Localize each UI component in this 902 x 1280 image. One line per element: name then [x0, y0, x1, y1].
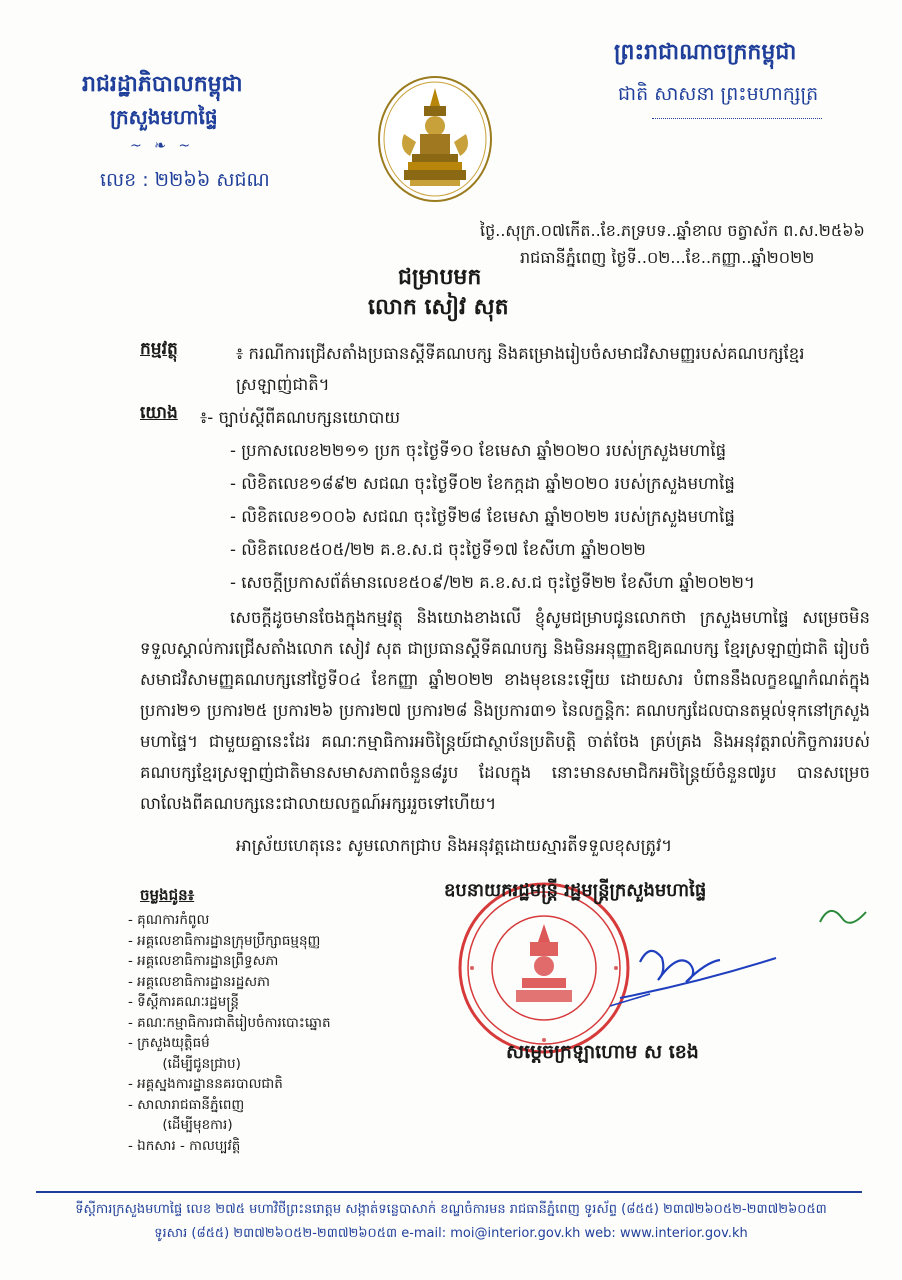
signatory-title: ឧបនាយករដ្ឋមន្ត្រី រដ្ឋមន្ត្រីក្រសួងមហាផ្ទៃ [444, 880, 707, 901]
cc-item: - គណៈកម្មាធិការជាតិរៀបចំការបោះឆ្នោត [128, 1014, 331, 1031]
reference-number: លេខ : ២២៦៦ សជណ [100, 169, 270, 191]
cc-item: - អគ្គលេខាធិការដ្ឋានក្រុមប្រឹក្សាធម្មនុញ្ញ [128, 932, 321, 949]
cc-item: - សាលារាជធានីភ្នំពេញ [128, 1096, 245, 1113]
header-divider [652, 118, 822, 119]
closing-line: អាស្រ័យហេតុនេះ សូមលោកជ្រាប និងអនុវត្តដោយស្មារតីទទួលខុសត្រូវ។ [236, 836, 673, 855]
signatory-name: សម្ដេចក្រឡាហោម ស ខេង [506, 1041, 699, 1063]
reference-item: - លិខិតលេខ៥០៥/២២ គ.ខ.ស.ជ ចុះថ្ងៃទី១៧ ខែសីហា ឆ្នាំ២០២២ [230, 540, 646, 559]
government-name: រាជរដ្ឋាភិបាលកម្ពុជា [82, 72, 243, 97]
cc-item: - ក្រសួងយុត្តិធម៌ [128, 1035, 210, 1051]
subject-label: កម្មវត្ថុ [140, 339, 178, 359]
header-ornament: ~ ❧ ~ [130, 138, 195, 154]
cc-item: - អគ្គលេខាធិការដ្ឋានរដ្ឋសភា [128, 973, 270, 990]
body-text: សេចក្ដីដូចមានចែងក្នុងកម្មវត្ថុ និងយោងខាងលើ ខ្ញុំសូមជម្រាបជូនលោកថា ក្រសួងមហាផ្ទៃ សម្រេចមិនទទួលស្គាល់ការជ្រើសតាំងលោក សៀវ សុត ជាប្រធានស្ដីទីគណបក្ស និងមិនអនុញ្ញាតឱ្យគណបក្ស ខ្មែរស្រឡាញ់ជាតិ រៀបចំសមាជវិសាមញ្ញគណបក្សនៅថ្ងៃទី០៤ ខែកញ្ញា ឆ្នាំ២០២២ ខាងមុខនេះឡើយ ដោយសារ បំពាននឹងលក្ខខណ្ឌកំណត់ក្នុងប្រការ២១ ប្រការ២៥ ប្រការ២៦ ប្រការ២៧ ប្រការ២៨ និងប្រការ៣១ នៃលក្ខន្តិកៈ គណបក្សដែលបានតម្កល់ទុកនៅក្រសួងមហាផ្ទៃ។ ជាមួយគ្នានេះដែរ គណៈកម្មាធិការអចិន្ត្រៃយ៍ជាស្ថាប័នប្រតិបត្តិ ចាត់ចែង គ្រប់គ្រង និងអនុវត្តរាល់កិច្ចការរបស់គណបក្សខ្មែរស្រឡាញ់ជាតិមានសមាសភាពចំនួន៨រូប ដែលក្នុង នោះមានសមាជិកអចិន្ត្រៃយ៍ចំនួន៧រូប បានសម្រេចលាលែងពីគណបក្សនេះជាលាយលក្ខណ៍អក្សររួចទៅហើយ។ [140, 608, 870, 813]
cc-item: - ទីស្ដីការគណៈរដ្ឋមន្ត្រី [128, 994, 239, 1010]
cc-item: - គុណការកំពូល [128, 912, 210, 928]
reference-list [200, 402, 860, 600]
cc-title: ចម្លងជូន៖ [140, 886, 195, 904]
subject-text: ៖ ករណីការជ្រើសតាំងប្រធានស្ដីទីគណបក្ស និងគម្រោងរៀបចំសមាជវិសាមញ្ញរបស់គណបក្សខ្មែរ ស្រឡាញ់ជាតិ។ [236, 344, 805, 394]
reference-item: - ប្រកាសលេខ២២១១ ប្រក ចុះថ្ងៃទី១០ ខែមេសា ឆ្នាំ២០២០ របស់ក្រសួងមហាផ្ទៃ [230, 441, 727, 460]
salutation: ជម្រាបមក [398, 265, 482, 290]
kingdom-name: ព្រះរាជាណាចក្រកម្ពុជា [614, 40, 797, 65]
footer-contact: ទូរសារ (៨៥៥) ២៣៧២៦០៥២-២៣៧២៦០៥៣ e-mail: moi@interior.gov.kh web: www.interior.gov.kh [154, 1226, 748, 1241]
footer-divider [36, 1191, 862, 1193]
reference-item: - លិខិតលេខ១៨៩២ សជណ ចុះថ្ងៃទី០២ ខែកក្កដា ឆ្នាំ២០២០ របស់ក្រសួងមហាផ្ទៃ [230, 474, 735, 493]
cc-item-note: (ដើម្បីជូនជ្រាប) [128, 1055, 241, 1072]
recipient-name: លោក សៀវ សុត [368, 295, 509, 320]
cc-item: - អគ្គស្នងការដ្ឋាននគរបាលជាតិ [128, 1076, 283, 1092]
cc-item: - អគ្គលេខាធិការដ្ឋានព្រឹទ្ធសភា [128, 953, 279, 969]
handwritten-signature [580, 902, 880, 1032]
reference-item: - សេចក្ដីប្រកាសព័ត៌មានលេខ៥០៩/២២ គ.ខ.ស.ជ ចុះថ្ងៃទី២២ ខែសីហា ឆ្នាំ២០២២។ [230, 573, 755, 592]
solar-date: រាជធានីភ្នំពេញ ថ្ងៃទី..០២...ខែ..កញ្ញា..ឆ្នាំ២០២២ [520, 248, 815, 267]
ministry-seal-emblem [376, 74, 494, 204]
reference-item: - លិខិតលេខ១០០៦ សជណ ចុះថ្ងៃទី២៨ ខែមេសា ឆ្នាំ២០២២ របស់ក្រសួងមហាផ្ទៃ [230, 507, 735, 526]
cc-list [128, 910, 331, 1156]
national-motto: ជាតិ សាសនា ព្រះមហាក្សត្រ [618, 83, 819, 105]
lunar-date: ថ្ងៃ..សុក្រ.០៧កើត..ខែ.ភទ្របទ..ឆ្នាំខាល ចត្វាស័ក ព.ស.២៥៦៦ [480, 221, 865, 240]
cc-item: - ឯកសារ - កាលប្បវត្តិ [128, 1137, 241, 1154]
footer-address: ទីស្ដីការក្រសួងមហាផ្ទៃ លេខ ២៧៥ មហាវិថីព្រះនរោត្តម សង្កាត់ទន្លេបាសាក់ ខណ្ឌចំការមន រាជធានីភ្នំពេញ ទូរស័ព្ទ (៨៥៥) ២៣៧២៦០៥២-២៣៧២៦០៥៣ [75, 1202, 827, 1217]
cc-item-note: (ដើម្បីមុខការ) [128, 1117, 233, 1133]
ministry-name: ក្រសួងមហាផ្ទៃ [110, 105, 218, 129]
reference-label: យោង [140, 403, 178, 423]
body-paragraph [140, 602, 870, 819]
reference-item: ៖- ច្បាប់ស្ដីពីគណបក្សនយោបាយ [200, 408, 401, 427]
